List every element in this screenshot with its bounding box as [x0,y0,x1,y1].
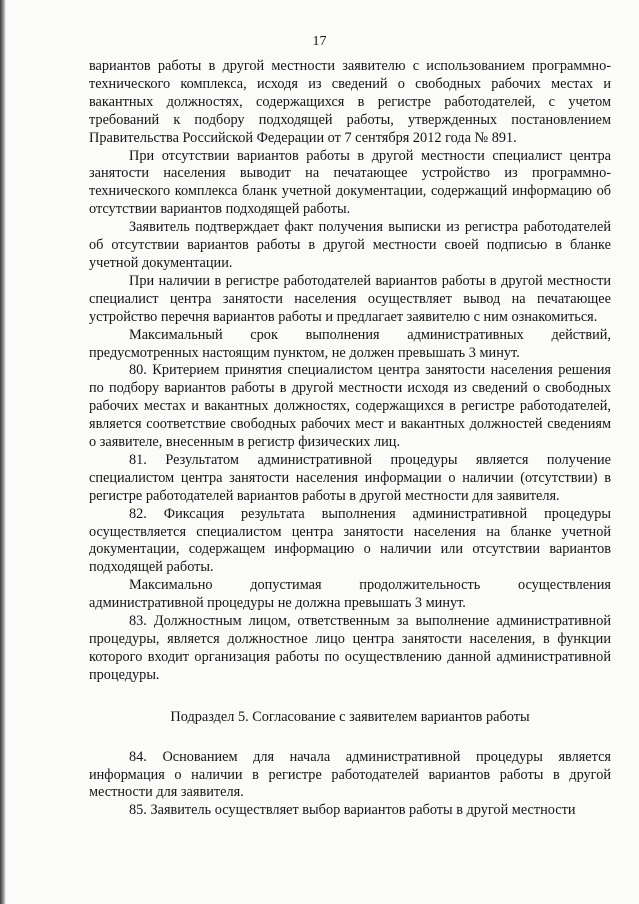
paragraph: Максимально допустимая продолжительность осуществления административной процедуры не должна превышать 3 минут. [89,577,611,612]
paragraph: Максимальный срок выполнения административных действий, предусмотренных настоящим пунктом, не должен превышать 3 минут. [89,326,611,361]
paragraph-item-85: 85. Заявитель осуществляет выбор вариантов работы в другой местности [129,802,576,819]
paragraph-item-82: 82. Фиксация результата выполнения административной процедуры осуществляется специалистом центра занятости населения на бланке учетной документации, содержащем информацию о наличии или отсутствии вариантов подходящей работы. [89,505,611,576]
paragraph-item-80: 80. Критерием принятия специалистом центра занятости населения решения по подбору вариантов работы в другой местности исходя из сведений о свободных рабочих местах и вакантных должностях, содержащихся в регистре работодателей, является соответствие свободных рабочих мест и вакантных должностей сведениям о заявителе, внесенным в регистр физических лиц. [89,362,611,451]
scan-edge-shadow [0,0,6,904]
paragraph: При отсутствии вариантов работы в другой местности специалист центра занятости населения выводит на печатающее устройство из программно-технического комплекса бланк учетной документации, содержащий информацию об отсутствии вариантов подходящей работы. [89,147,611,218]
paragraph-item-81: 81. Результатом административной процедуры является получение специалистом центра занятости населения информации о наличии (отсутствии) в регистре работодателей вариантов работы в другой местности для заявителя. [89,451,611,504]
page-number: 17 [312,34,327,49]
subsection-title: Подраздел 5. Согласование с заявителем вариантов работы [170,708,530,725]
paragraph: При наличии в регистре работодателей вариантов работы в другой местности специалист центра занятости населения осуществляет вывод на печатающее устройство перечня вариантов работы и предлагает заявителю с ним ознакомиться. [89,272,611,325]
paragraph-item-83: 83. Должностным лицом, ответственным за выполнение административной процедуры, является должностное лицо центра занятости населения, в функции которого входит организация работы по осуществлению данной административной процедуры. [89,613,611,683]
document-body [89,58,611,820]
paragraph: Заявитель подтверждает факт получения выписки из регистра работодателей об отсутствии вариантов работы в другой местности своей подписью в бланке учетной документации. [89,219,611,271]
paragraph-continuation: вариантов работы в другой местности заявителю с использованием программно-технического комплекса, исходя из сведений о свободных рабочих местах и вакантных должностях, содержащихся в регистре работодателей, с учетом требований к подбору подходящей работы, утвержденных постановлением Правительства Российской Федерации от 7 сентября 2012 года № 891. [89,58,611,146]
paragraph-item-84: 84. Основанием для начала административной процедуры является информация о наличии в регистре работодателей вариантов работы в другой местности для заявителя. [89,748,611,801]
